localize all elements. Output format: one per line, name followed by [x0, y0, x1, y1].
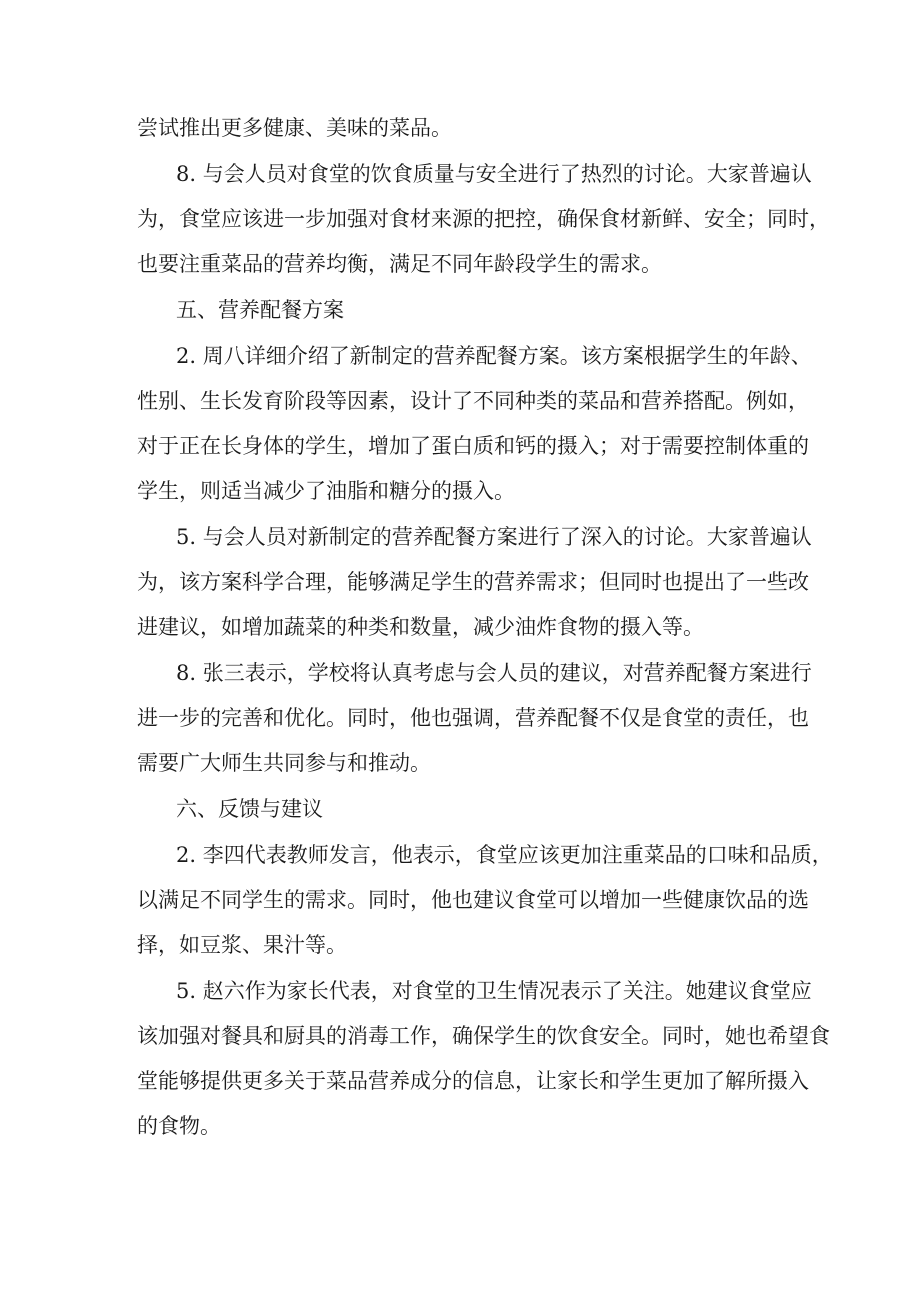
text-line: 进建议，如增加蔬菜的种类和数量，减少油炸食物的摄入等。 — [137, 615, 704, 639]
paragraph-first-line: 5. 与会人员对新制定的营养配餐方案进行了深入的讨论。大家普遍认 — [176, 525, 812, 549]
paragraph-first-line: 2. 周八详细介绍了新制定的营养配餐方案。该方案根据学生的年龄、 — [176, 344, 812, 368]
text-line: 的食物。 — [137, 1114, 221, 1138]
text-line: 该加强对餐具和厨具的消毒工作，确保学生的饮食安全。同时，她也希望食 — [137, 1024, 830, 1048]
text-line: 进一步的完善和优化。同时，他也强调，营养配餐不仅是食堂的责任，也 — [137, 706, 809, 730]
text-line: 需要广大师生共同参与和推动。 — [137, 751, 431, 775]
text-line: 学生，则适当减少了油脂和糖分的摄入。 — [137, 479, 515, 503]
text-line: 以满足不同学生的需求。同时，他也建议食堂可以增加一些健康饮品的选 — [137, 888, 809, 912]
text-line: 择，如豆浆、果汁等。 — [137, 933, 347, 957]
paragraph-first-line: 8. 与会人员对食堂的饮食质量与安全进行了热烈的讨论。大家普遍认 — [176, 162, 812, 186]
text-line: 对于正在长身体的学生，增加了蛋白质和钙的摄入；对于需要控制体重的 — [137, 434, 809, 458]
paragraph-first-line: 8. 张三表示，学校将认真考虑与会人员的建议，对营养配餐方案进行 — [176, 661, 812, 685]
section-heading: 六、反馈与建议 — [176, 797, 323, 821]
paragraph-first-line: 5. 赵六作为家长代表，对食堂的卫生情况表示了关注。她建议食堂应 — [176, 979, 812, 1003]
text-line: 堂能够提供更多关于菜品营养成分的信息，让家长和学生更加了解所摄入 — [137, 1069, 809, 1093]
text-line: 性别、生长发育阶段等因素，设计了不同种类的菜品和营养搭配。例如， — [137, 389, 809, 413]
text-line: 尝试推出更多健康、美味的菜品。 — [137, 116, 452, 140]
section-heading: 五、营养配餐方案 — [176, 298, 344, 322]
text-line: 为，食堂应该进一步加强对食材来源的把控，确保食材新鲜、安全；同时， — [137, 207, 830, 231]
text-line: 也要注重菜品的营养均衡，满足不同年龄段学生的需求。 — [137, 252, 662, 276]
text-line: 为，该方案科学合理，能够满足学生的营养需求；但同时也提出了一些改 — [137, 570, 809, 594]
paragraph-first-line: 2. 李四代表教师发言，他表示，食堂应该更加注重菜品的口味和品质， — [176, 843, 833, 867]
